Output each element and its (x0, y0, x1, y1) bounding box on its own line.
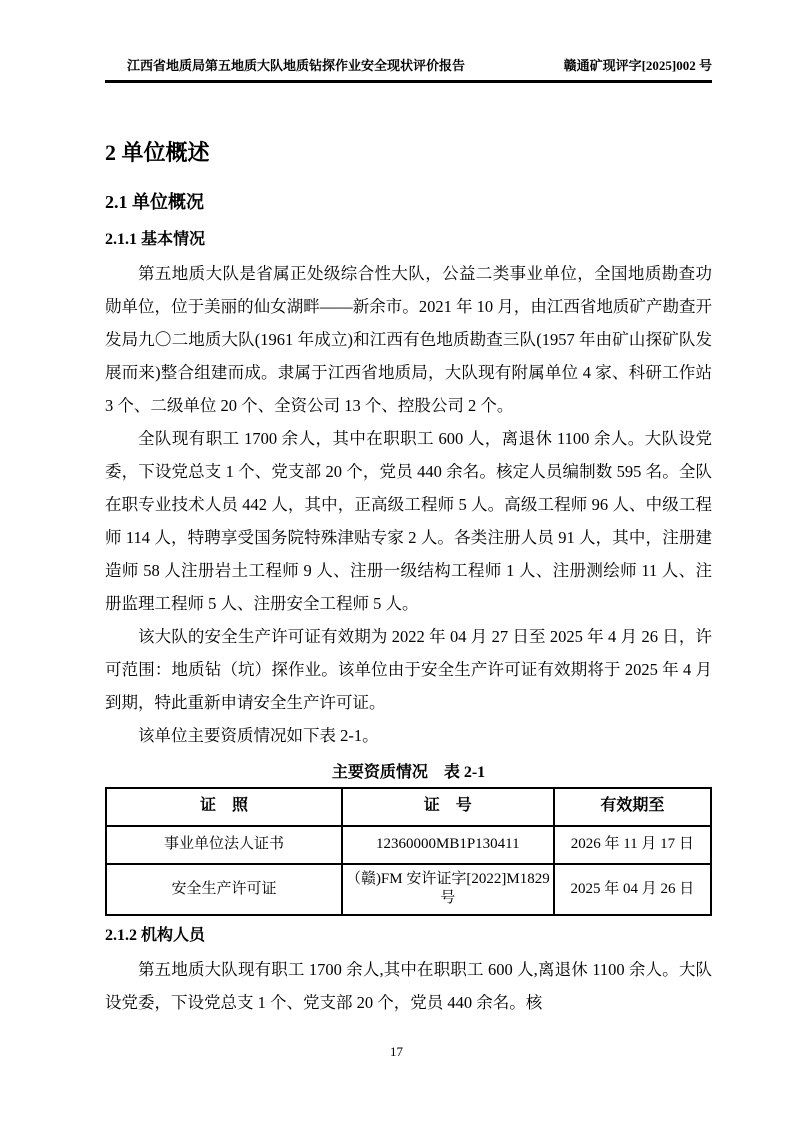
table-row (106, 826, 711, 864)
section-heading-2-1: 2.1 单位概况 (105, 192, 204, 213)
cell-certificate-name: 安全生产许可证 (106, 864, 342, 915)
cell-valid-until: 2025 年 04 月 26 日 (554, 864, 711, 915)
cell-valid-until: 2026 年 11 月 17 日 (554, 826, 711, 864)
subsection-heading-2-1-1: 2.1.1 基本情况 (105, 230, 206, 248)
document-body (105, 126, 712, 1019)
subsection-heading-2-1-2: 2.1.2 机构人员 (105, 926, 206, 944)
col-header-certificate: 证 照 (106, 788, 342, 826)
table-row (106, 864, 711, 915)
chapter-heading: 2 单位概述 (105, 140, 210, 165)
cell-certificate-number: 12360000MB1P130411 (342, 826, 554, 864)
page-number: 17 (390, 1044, 403, 1059)
col-header-valid-until: 有效期至 (554, 788, 711, 826)
table-caption: 主要资质情况 表 2-1 (331, 763, 486, 781)
cell-certificate-number: （赣)FM 安许证字[2022]M1829号 (342, 864, 554, 915)
paragraph-license: 该大队的安全生产许可证有效期为 2022 年 04 月 27 日至 2025 年 4 月 26 日，许可范围：地质钻（坑）探作业。该单位由于安全生产许可证有效期将于 2025 年 4 月到期，特此重新申请安全生产许可证。 (105, 626, 712, 712)
paragraph-table-intro: 该单位主要资质情况如下表 2-1。 (138, 725, 379, 745)
cell-certificate-name: 事业单位法人证书 (106, 826, 342, 864)
header-report-title: 江西省地质局第五地质大队地质钻探作业安全现状评价报告 (127, 58, 466, 73)
credentials-table (105, 787, 712, 916)
paragraph-org-personnel: 第五地质大队现有职工 1700 余人,其中在职职工 600 人,离退休 1100 余人。大队设党委，下设党总支 1 个、党支部 20 个，党员 440 余名。核 (105, 959, 712, 1012)
running-header (105, 58, 712, 83)
paragraph-staffing: 全队现有职工 1700 余人，其中在职职工 600 人，离退休 1100 余人。大队设党委，下设党总支 1 个、党支部 20 个，党员 440 余名。核定人员编制数 595 名。全队在职专业技术人员 442 人，其中，正高级工程师 5 人。高级工程师 96 人、中级工程师 114 人，特聘享受国务院特殊津贴专家 2 人。各类注册人员 91 人，其中，注册建造师 58 人注册岩土工程师 9 人、注册一级结构工程师 1 人、注册测绘师 11 人、注册监理工程师 5 人、注册安全工程师 5 人。 (105, 428, 712, 613)
header-doc-number: 赣通矿现评字[2025]002 号 (563, 58, 712, 73)
paragraph-overview: 第五地质大队是省属正处级综合性大队，公益二类事业单位，全国地质勘查功勋单位，位于美丽的仙女湖畔——新余市。2021 年 10 月，由江西省地质矿产勘查开发局九〇二地质大队(1961 年成立)和江西有色地质勘查三队(1957 年由矿山探矿队发展而来)整合组建而成。隶属于江西省地质局，大队现有附属单位 4 家、科研工作站 3 个、二级单位 20 个、全资公司 13 个、控股公司 2 个。 (105, 263, 712, 415)
col-header-number: 证 号 (342, 788, 554, 826)
table-header-row (106, 788, 711, 826)
